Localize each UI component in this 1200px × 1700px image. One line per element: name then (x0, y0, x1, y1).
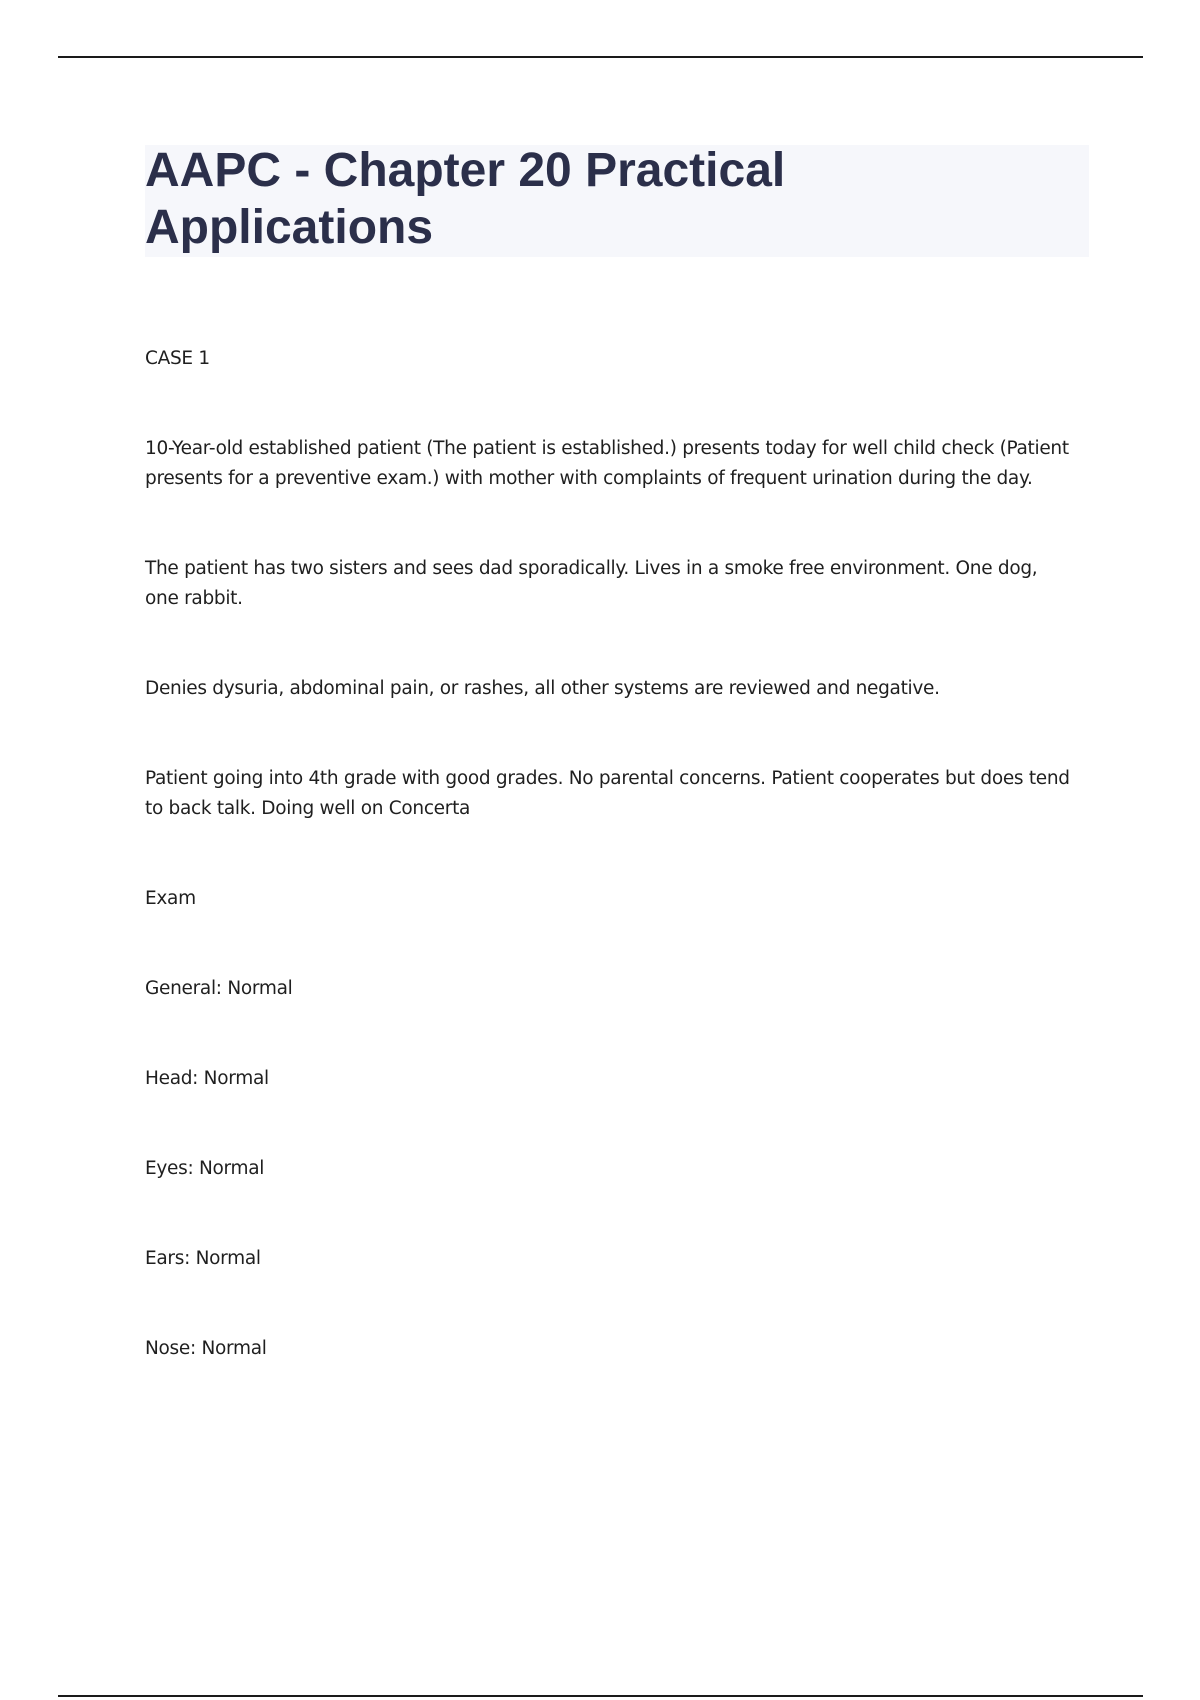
document-title: AAPC - Chapter 20 Practical Applications (145, 144, 786, 254)
exam-general: General: Normal (145, 978, 293, 999)
school-medication-paragraph: Patient going into 4th grade with good grades. No parental concerns. Patient cooperates but does tend to back talk. Doing well on Concerta (145, 768, 1070, 819)
exam-nose: Nose: Normal (145, 1338, 267, 1359)
top-rule (58, 56, 1143, 58)
case-heading: CASE 1 (145, 348, 210, 369)
exam-heading: Exam (145, 888, 196, 909)
document-body (145, 344, 1075, 1424)
exam-head: Head: Normal (145, 1068, 269, 1089)
social-history-paragraph: The patient has two sisters and sees dad sporadically. Lives in a smoke free environment. One dog, one rabbit. (145, 558, 1038, 609)
bottom-rule (58, 1695, 1143, 1697)
patient-presentation-paragraph: 10-Year-old established patient (The patient is established.) presents today for well child check (Patient presents for a preventive exam.) with mother with complaints of frequent urination during the day. (145, 438, 1069, 489)
exam-eyes: Eyes: Normal (145, 1158, 265, 1179)
exam-ears: Ears: Normal (145, 1248, 261, 1269)
review-of-systems-paragraph: Denies dysuria, abdominal pain, or rashes, all other systems are reviewed and negative. (145, 678, 940, 699)
